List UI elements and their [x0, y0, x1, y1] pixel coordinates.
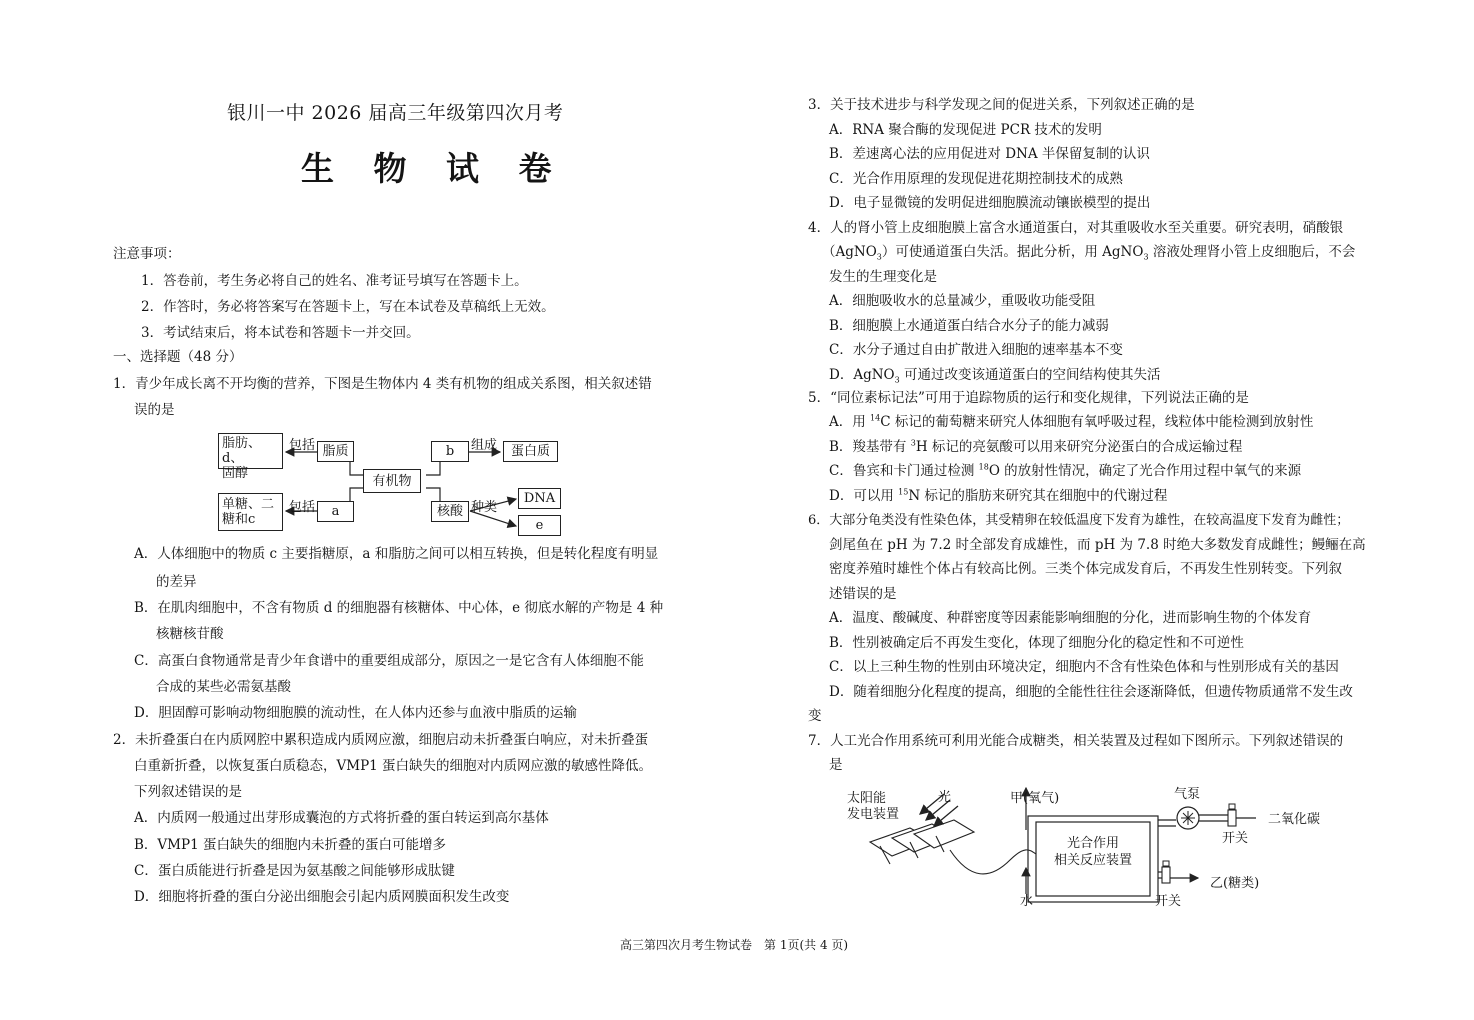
label-switch: 开关	[1155, 894, 1182, 909]
q1-option-b: 核糖核苷酸	[156, 626, 224, 642]
q4-option-c: C．水分子通过自由扩散进入细胞的速率基本不变	[829, 342, 1123, 358]
q6-stem: 密度养殖时雄性个体占有较高比例。三类个体完成发育后，不再发生性别转变。下列叙	[829, 561, 1342, 577]
label-water: 水	[1020, 894, 1034, 909]
q1-option-c: C．高蛋白食物通常是青少年食谱中的重要组成部分，原因之一是它含有人体细胞不能	[134, 653, 644, 669]
q4-stem: 4．人的肾小管上皮细胞膜上富含水通道蛋白，对其重吸收水至关重要。研究表明，硝酸银	[808, 220, 1344, 236]
q7-stem: 7．人工光合作用系统可利用光能合成糖类，相关装置及过程如下图所示。下列叙述错误的	[808, 733, 1344, 749]
diagram-label: 单糖、二	[222, 497, 275, 512]
diagram-label: 光合作用	[1066, 836, 1119, 851]
q6-option-d: 变	[808, 708, 822, 724]
q6-stem: 述错误的是	[829, 586, 897, 602]
label-oxygen: 甲(氧气)	[1010, 791, 1060, 806]
notice-title: 注意事项：	[113, 246, 181, 262]
q6-option-b: B．性别被确定后不再发生变化，体现了细胞分化的稳定性和不可逆性	[829, 635, 1244, 651]
diagram-label-include: 包括	[289, 438, 316, 453]
exam-subject-title: 生 物 试 卷	[301, 149, 566, 188]
q4-option-d: D．AgNO$_3$ 可通过改变该通道蛋白的空间结构使其失活	[829, 367, 1161, 385]
q7-stem: 是	[829, 757, 843, 773]
diagram-box-lipid: 脂质	[317, 441, 354, 462]
q1-option-c: 合成的某些必需氨基酸	[156, 679, 291, 695]
q1-option-a: 的差异	[156, 574, 197, 590]
notice-item: 2．作答时，务必将答案写在答题卡上，写在本试卷及草稿纸上无效。	[141, 299, 555, 315]
label-switch: 开关	[1222, 831, 1249, 846]
label-solar	[847, 791, 899, 823]
diagram-label-compose: 组成	[471, 438, 498, 453]
valve-icon	[1228, 810, 1236, 826]
q4-stem: 发生的生理变化是	[829, 269, 937, 285]
valve-icon	[1162, 867, 1170, 883]
diagram-box-b: b	[431, 441, 469, 462]
diagram-box-lipid-parts	[218, 433, 283, 481]
q6-option-a: A．温度、酸碱度、种群密度等因素能影响细胞的分化，进而影响生物的个体发育	[829, 610, 1312, 626]
q5-stem: 5．“同位素标记法”可用于追踪物质的运行和变化规律，下列说法正确的是	[808, 390, 1249, 406]
q1-option-b: B．在肌肉细胞中，不含有物质 d 的细胞器有核糖体、中心体，e 彻底水解的产物是 4 种	[134, 600, 664, 616]
q2-stem: 下列叙述错误的是	[134, 784, 242, 800]
notice-item: 1．答卷前，考生务必将自己的姓名、准考证号填写在答题卡上。	[141, 273, 528, 289]
diagram-box-protein: 蛋白质	[503, 441, 558, 462]
diagram-box-sugar-parts	[218, 493, 283, 531]
q2-stem: 2．未折叠蛋白在内质网腔中累积造成内质网应激，细胞启动未折叠蛋白响应，对未折叠蛋	[113, 732, 649, 748]
q3-option-a: A．RNA 聚合酶的发现促进 PCR 技术的发明	[829, 122, 1102, 138]
diagram-box-a: a	[317, 501, 354, 522]
q3-option-d: D．电子显微镜的发明促进细胞膜流动镶嵌模型的提出	[829, 195, 1151, 211]
q6-stem: 剑尾鱼在 pH 为 7.2 时全部发育成雄性，而 pH 为 7.8 时绝大多数发育成雌性；鳗鲡在高	[829, 537, 1366, 553]
q6-option-c: C．以上三种生物的性别由环境决定，细胞内不含有性染色体和与性别形成有关的基因	[829, 659, 1339, 675]
q6-stem: 6．大部分龟类没有性染色体，其受精卵在较低温度下发育为雄性，在较高温度下发育为雌性；	[808, 513, 1350, 528]
q2-option-a: A．内质网一般通过出芽形成囊泡的方式将折叠的蛋白转运到高尔基体	[134, 810, 549, 826]
q5-option-c: C．鲁宾和卡门通过检测 $^{18}$O 的放射性情况，确定了光合作用过程中氧气的来源	[829, 462, 1302, 479]
q5-option-d: D．可以用 $^{15}$N 标记的脂肪来研究其在细胞中的代谢过程	[829, 487, 1168, 504]
section-title: 一、选择题（48 分）	[113, 349, 243, 365]
diagram-label: 相关反应装置	[1053, 853, 1132, 868]
q4-option-a: A．细胞吸收水的总量减少，重吸收功能受阻	[829, 293, 1096, 309]
q6-option-d: D．随着细胞分化程度的提高，细胞的全能性往往会逐渐降低，但遗传物质通常不发生改	[829, 684, 1353, 700]
q2-option-d: D．细胞将折叠的蛋白分泌出细胞会引起内质网膜面积发生改变	[134, 889, 510, 905]
label-reactor	[1036, 835, 1150, 869]
q1-stem: 误的是	[134, 402, 175, 418]
diagram-label-kinds: 种类	[471, 500, 498, 515]
exam-school-title: 银川一中 2026 届高三年级第四次月考	[227, 102, 564, 124]
notice-item: 3．考试结束后，将本试卷和答题卡一并交回。	[141, 325, 420, 341]
diagram-label: 发电装置	[847, 807, 900, 822]
q1-option-a: A．人体细胞中的物质 c 主要指糖原，a 和脂肪之间可以相互转换，但是转化程度有明显	[134, 546, 659, 562]
q2-option-b: B．VMP1 蛋白缺失的细胞内未折叠的蛋白可能增多	[134, 837, 446, 853]
label-co2: 二氧化碳	[1268, 812, 1321, 827]
q2-stem: 白重新折叠，以恢复蛋白质稳态，VMP1 蛋白缺失的细胞对内质网应激的敏感性降低。	[134, 758, 653, 774]
q5-option-a: A．用 $^{14}$C 标记的葡萄糖来研究人体细胞有氧呼吸过程，线粒体中能检测到放射性	[829, 413, 1314, 430]
diagram-label: 太阳能	[847, 791, 887, 806]
diagram-label: 固醇	[222, 466, 249, 481]
diagram-box-e: e	[518, 515, 561, 536]
q3-option-c: C．光合作用原理的发现促进花期控制技术的成熟	[829, 171, 1123, 187]
diagram-label: 糖和c	[222, 512, 256, 527]
diagram-box-dna: DNA	[518, 488, 561, 509]
q3-stem: 3．关于技术进步与科学发现之间的促进关系，下列叙述正确的是	[808, 97, 1195, 113]
q5-option-b: B．羧基带有 $^3$H 标记的亮氨酸可以用来研究分泌蛋白的合成运输过程	[829, 438, 1243, 455]
label-pump: 气泵	[1174, 787, 1201, 802]
q1-stem: 1．青少年成长离不开均衡的营养，下图是生物体内 4 类有机物的组成关系图，相关叙述错	[113, 376, 652, 392]
diagram-box-nucleic: 核酸	[431, 501, 469, 522]
diagram-box-organic: 有机物	[363, 469, 421, 493]
page-footer: 高三第四次月考生物试卷 第 1页(共 4 页)	[620, 938, 849, 952]
solar-panel-icon	[870, 820, 974, 864]
wire	[950, 850, 1036, 874]
q1-option-d: D．胆固醇可影响动物细胞膜的流动性，在人体内还参与血液中脂质的运输	[134, 705, 577, 721]
q4-option-b: B．细胞膜上水通道蛋白结合水分子的能力减弱	[829, 318, 1109, 334]
diagram-label-include: 包括	[289, 500, 316, 515]
diagram-label: 脂肪、d、	[222, 436, 262, 466]
q4-stem: （AgNO$_3$）可使通道蛋白失活。据此分析，用 AgNO$_3$ 溶液处理肾小管上皮细胞后，不会	[822, 244, 1356, 262]
q3-option-b: B．差速离心法的应用促进对 DNA 半保留复制的认识	[829, 146, 1150, 162]
q2-option-c: C．蛋白质能进行折叠是因为氨基酸之间能够形成肽键	[134, 863, 455, 879]
label-sugar: 乙(糖类)	[1210, 876, 1260, 891]
label-light: 光	[938, 790, 952, 805]
